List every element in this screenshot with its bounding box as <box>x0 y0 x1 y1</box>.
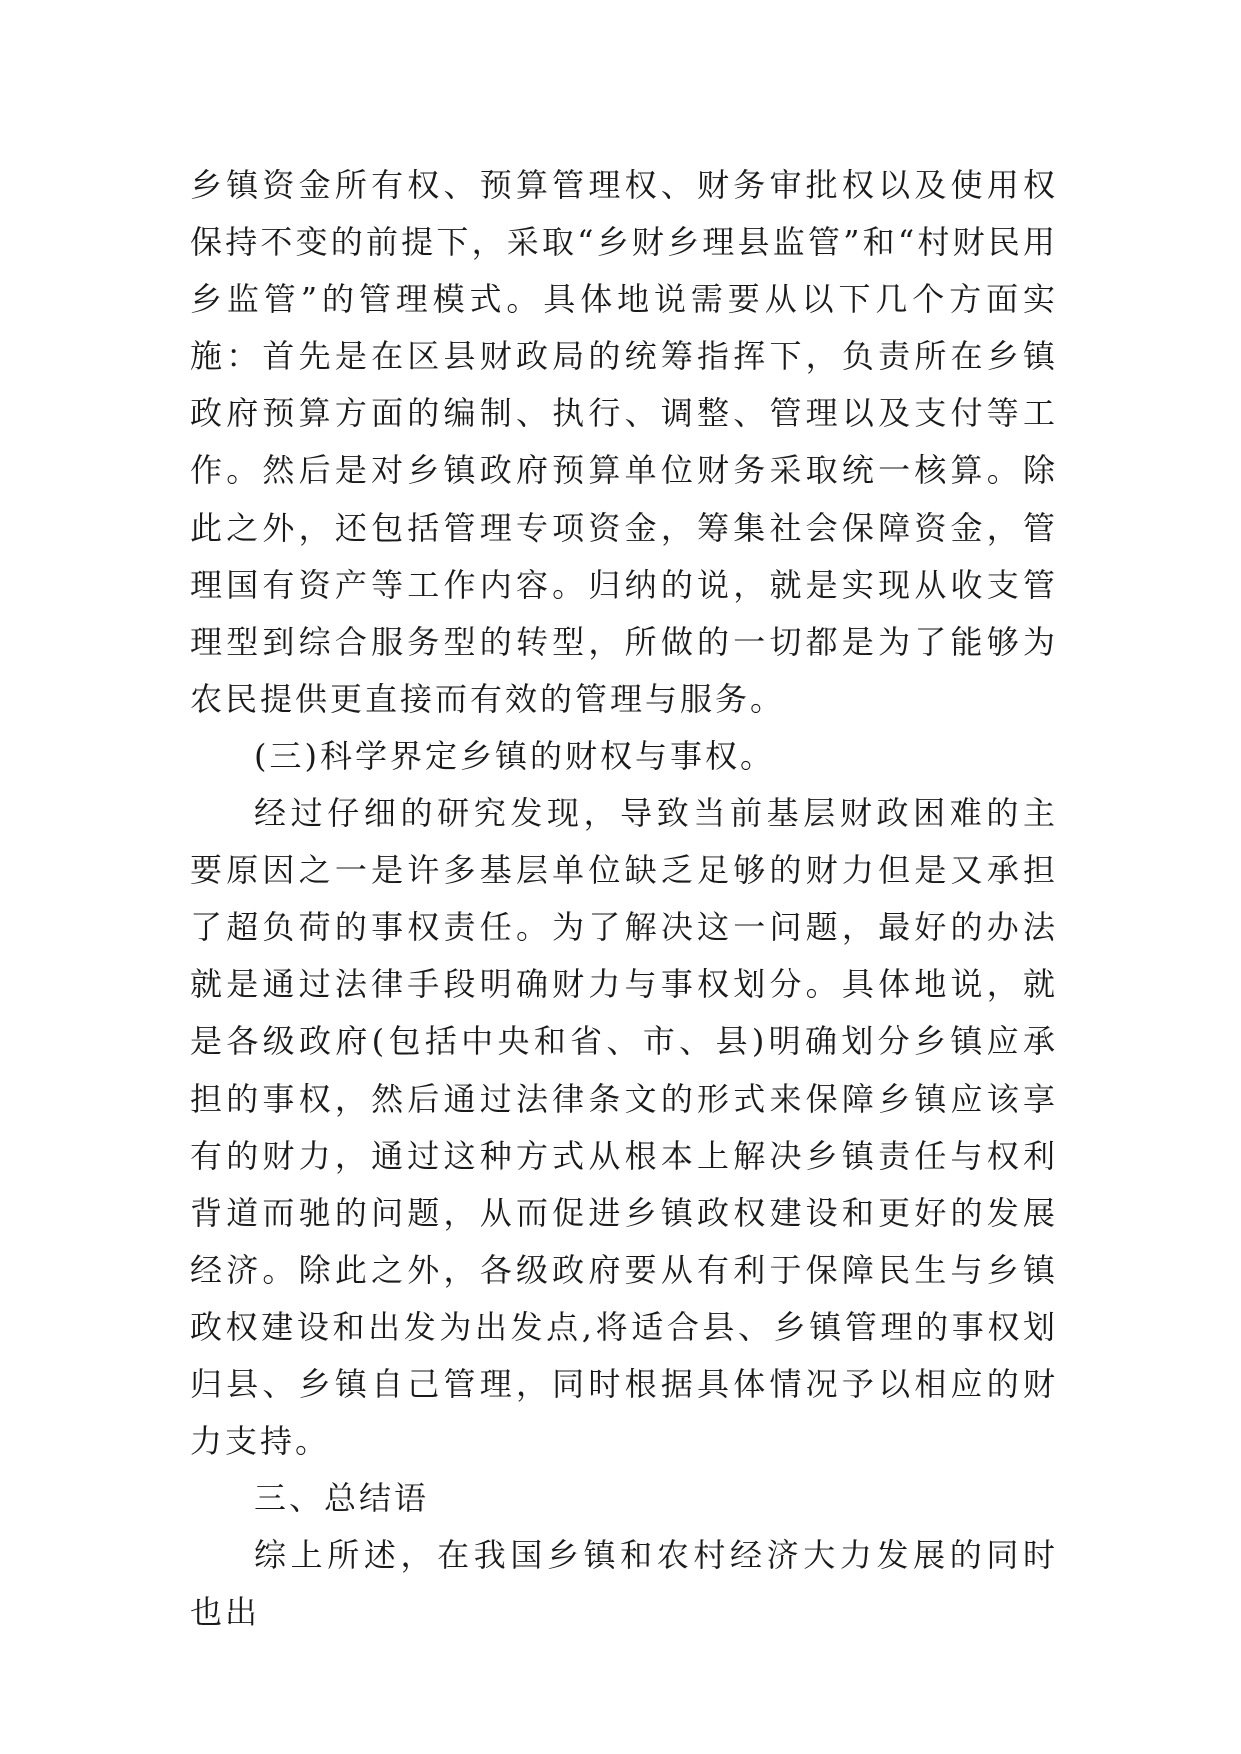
document-page <box>190 157 1058 1641</box>
section-heading-3: (三)科学界定乡镇的财权与事权。 <box>254 736 775 775</box>
body-paragraph-3: 综上所述，在我国乡镇和农村经济大力发展的同时也出 <box>190 1536 1058 1632</box>
section-heading-conclusion: 三、总结语 <box>254 1479 430 1518</box>
body-paragraph-2: 经过仔细的研究发现，导致当前基层财政困难的主要原因之一是许多基层单位缺乏足够的财力但是又承担了超负荷的事权责任。为了解决这一问题，最好的办法就是通过法律手段明确财力与事权划分。具体地说，就是各级政府(包括中央和省、市、县)明确划分乡镇应承担的事权，然后通过法律条文的形式来保障乡镇应该享有的财力，通过这种方式从根本上解决乡镇责任与权利背道而驰的问题，从而促进乡镇政权建设和更好的发展经济。除此之外，各级政府要从有利于保障民生与乡镇政权建设和出发为出发点,将适合县、乡镇管理的事权划归县、乡镇自己管理，同时根据具体情况予以相应的财力支持。 <box>190 794 1058 1461</box>
body-paragraph-1: 乡镇资金所有权、预算管理权、财务审批权以及使用权保持不变的前提下，采取“乡财乡理县监管”和“村财民用乡监管”的管理模式。具体地说需要从以下几个方面实施：首先是在区县财政局的统筹指挥下，负责所在乡镇政府预算方面的编制、执行、调整、管理以及支付等工作。然后是对乡镇政府预算单位财务采取统一核算。除此之外，还包括管理专项资金，筹集社会保障资金，管理国有资产等工作内容。归纳的说，就是实现从收支管理型到综合服务型的转型，所做的一切都是为了能够为农民提供更直接而有效的管理与服务。 <box>190 166 1058 718</box>
